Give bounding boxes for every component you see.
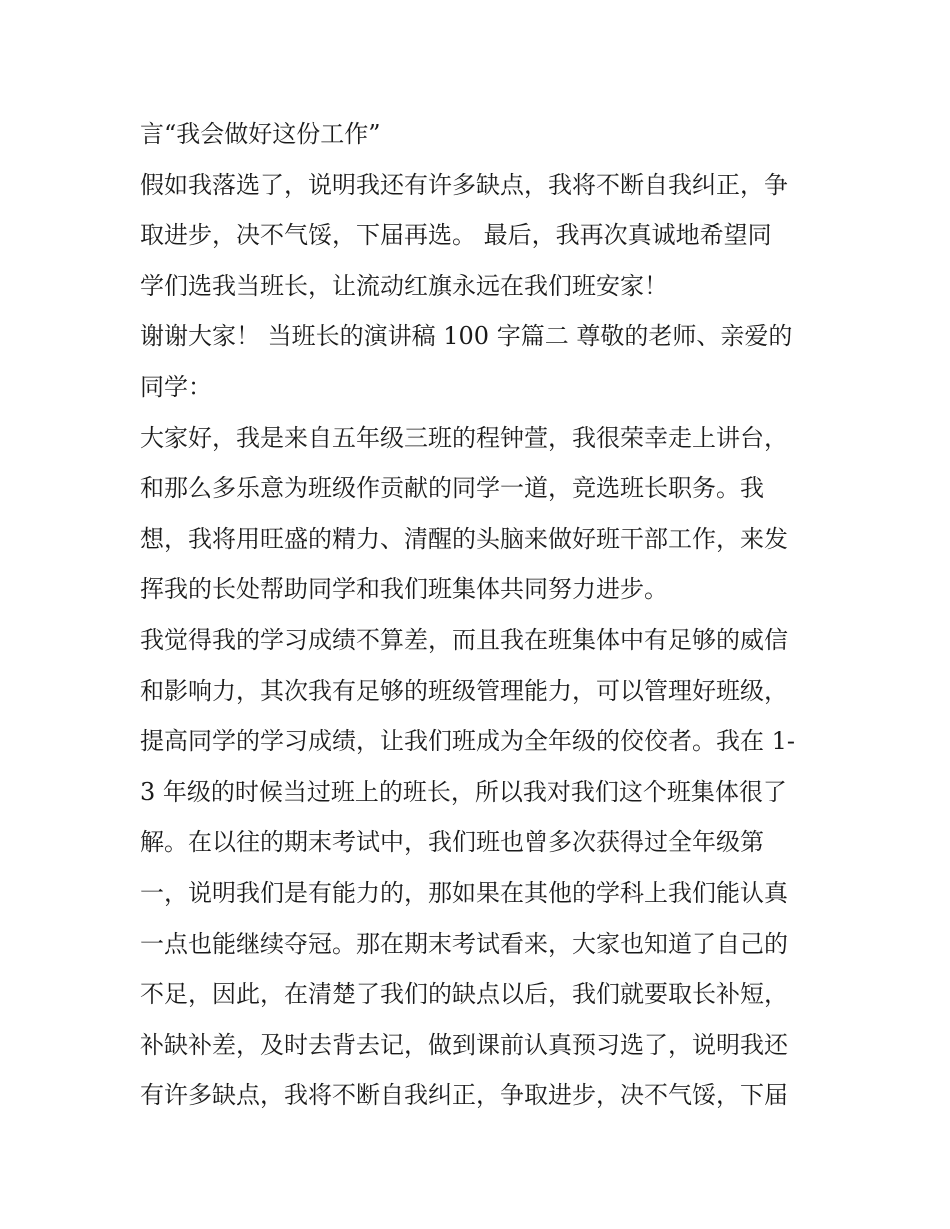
- text-line-9: 想，我将用旺盛的精力、清醒的头脑来做好班干部工作，来发: [140, 524, 788, 553]
- text-line-3: 取进步，决不气馁，下届再选。 最后，我再次真诚地希望同: [140, 221, 772, 250]
- text-line-15: 解。在以往的期末考试中，我们班也曾多次获得过全年级第: [140, 828, 764, 857]
- text-line-14: 3 年级的时候当过班上的班长，所以我对我们这个班集体很了: [140, 777, 787, 806]
- text-line-6: 同学：: [140, 372, 212, 401]
- text-line-16: 一，说明我们是有能力的，那如果在其他的学科上我们能认真: [140, 878, 788, 907]
- text-line-11: 我觉得我的学习成绩不算差，而且我在班集体中有足够的威信: [140, 625, 788, 654]
- text-line-13: 提高同学的学习成绩，让我们班成为全年级的佼佼者。我在 1-: [140, 727, 796, 756]
- text-line-18: 不足，因此，在清楚了我们的缺点以后，我们就要取长补短，: [140, 980, 788, 1009]
- text-line-17: 一点也能继续夺冠。那在期末考试看来，大家也知道了自己的: [140, 929, 788, 958]
- text-line-8: 和那么多乐意为班级作贡献的同学一道，竞选班长职务。我: [140, 474, 764, 503]
- text-line-10: 挥我的长处帮助同学和我们班集体共同努力进步。: [140, 575, 668, 604]
- text-line-2: 假如我落选了，说明我还有许多缺点，我将不断自我纠正，争: [140, 170, 788, 199]
- text-line-7: 大家好，我是来自五年级三班的程钟萱，我很荣幸走上讲台，: [140, 423, 788, 452]
- text-line-19: 补缺补差，及时去背去记，做到课前认真预习选了，说明我还: [140, 1030, 788, 1059]
- text-line-4: 学们选我当班长，让流动红旗永远在我们班安家！: [140, 271, 668, 300]
- text-line-12: 和影响力，其次我有足够的班级管理能力，可以管理好班级，: [140, 676, 788, 705]
- document-body: [140, 109, 820, 1121]
- text-line-1: 言“我会做好这份工作”: [140, 120, 381, 148]
- text-line-20: 有许多缺点，我将不断自我纠正，争取进步，决不气馁，下届: [140, 1081, 788, 1110]
- text-line-5: 谢谢大家！ 当班长的演讲稿 100 字篇二 尊敬的老师、亲爱的: [140, 322, 793, 351]
